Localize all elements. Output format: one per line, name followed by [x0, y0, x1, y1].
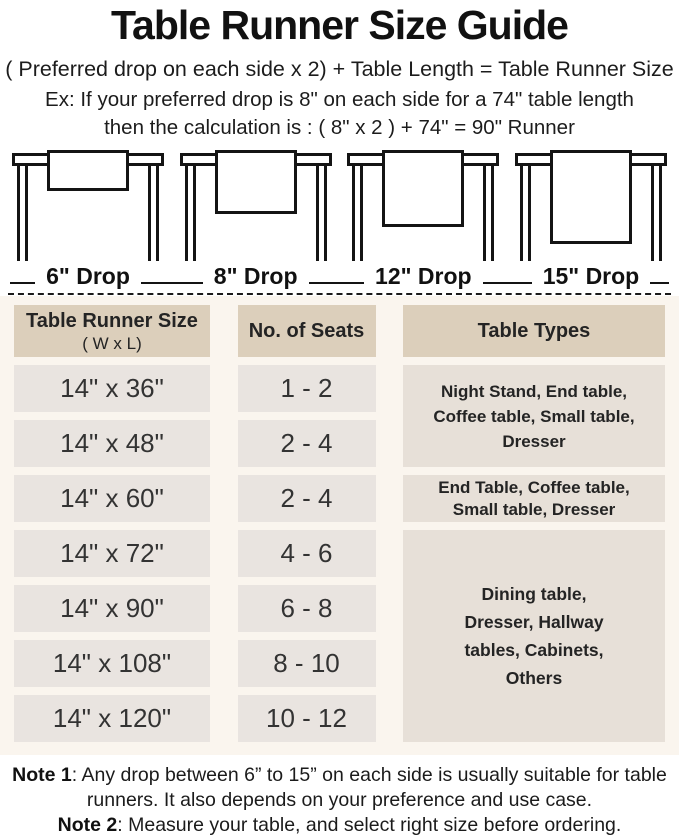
runner-size-cell: 14" x 60" — [14, 475, 210, 522]
table-leg-shape — [528, 165, 531, 261]
note-1: Note 1: Any drop between 6” to 15” on each side is usually suitable for table runners. It also depends on your preference and use case. — [12, 764, 667, 811]
table-illustration — [180, 149, 332, 263]
table-types-group-cell: Night Stand, End table, Coffee table, Small table, Dresser — [403, 365, 665, 467]
drop-label: 8" Drop — [180, 263, 332, 291]
page-title: Table Runner Size Guide — [111, 2, 568, 48]
table-leg-shape — [25, 165, 28, 261]
runner-size-cell: 14" x 120" — [14, 695, 210, 742]
table-leg-shape — [148, 165, 151, 261]
column-header-runner-size: Table Runner Size ( W x L) — [14, 305, 210, 357]
seats-cell: 10 - 12 — [238, 695, 376, 742]
example-line-1: Ex: If your preferred drop is 8" on each side for a 74" table length — [45, 88, 634, 111]
drop-label: 15" Drop — [515, 263, 667, 291]
table-leg-shape — [185, 165, 188, 261]
runner-drape-shape — [47, 150, 129, 191]
table-illustration — [347, 149, 499, 263]
table-types-group-cell: End Table, Coffee table, Small table, Dresser — [403, 475, 665, 522]
size-table-panel — [0, 296, 679, 755]
runner-size-cell: 14" x 90" — [14, 585, 210, 632]
drop-figures-row — [0, 143, 679, 293]
seats-cell: 2 - 4 — [238, 475, 376, 522]
seats-cell: 4 - 6 — [238, 530, 376, 577]
runner-size-cell: 14" x 36" — [14, 365, 210, 412]
table-types-group-cell: Dining table, Dresser, Hallway tables, Cabinets, Others — [403, 530, 665, 742]
table-leg-shape — [17, 165, 20, 261]
runner-drape-shape — [550, 150, 632, 244]
table-leg-shape — [156, 165, 159, 261]
size-guide-infographic — [0, 1, 679, 838]
dashed-divider — [8, 293, 671, 295]
runner-drape-shape — [382, 150, 464, 227]
table-leg-shape — [659, 165, 662, 261]
seats-cell: 2 - 4 — [238, 420, 376, 467]
table-leg-shape — [483, 165, 486, 261]
drop-figure-6 — [12, 149, 164, 291]
table-illustration — [515, 149, 667, 263]
table-leg-shape — [352, 165, 355, 261]
seats-cell: 8 - 10 — [238, 640, 376, 687]
table-leg-shape — [520, 165, 523, 261]
drop-label: 12" Drop — [347, 263, 499, 291]
seats-cell: 1 - 2 — [238, 365, 376, 412]
seats-cell: 6 - 8 — [238, 585, 376, 632]
table-leg-shape — [316, 165, 319, 261]
column-header-runner-size-sub: ( W x L) — [82, 333, 142, 353]
table-illustration — [12, 149, 164, 263]
drop-label: 6" Drop — [12, 263, 164, 291]
runner-drape-shape — [215, 150, 297, 214]
runner-size-cell: 14" x 108" — [14, 640, 210, 687]
note-2: Note 2: Measure your table, and select right size before ordering. — [57, 814, 622, 836]
runner-size-cell: 14" x 48" — [14, 420, 210, 467]
formula-line: ( Preferred drop on each side x 2) + Table Length = Table Runner Size — [5, 57, 674, 81]
table-leg-shape — [324, 165, 327, 261]
table-leg-shape — [360, 165, 363, 261]
table-leg-shape — [651, 165, 654, 261]
example-line-2: then the calculation is : ( 8" x 2 ) + 74" = 90" Runner — [104, 116, 575, 139]
table-leg-shape — [193, 165, 196, 261]
table-leg-shape — [491, 165, 494, 261]
column-header-seats: No. of Seats — [238, 305, 376, 357]
size-table — [14, 305, 665, 742]
drop-figure-12 — [347, 149, 499, 291]
drop-figure-15 — [515, 149, 667, 291]
column-header-table-types: Table Types — [403, 305, 665, 357]
runner-size-cell: 14" x 72" — [14, 530, 210, 577]
drop-figure-8 — [180, 149, 332, 291]
